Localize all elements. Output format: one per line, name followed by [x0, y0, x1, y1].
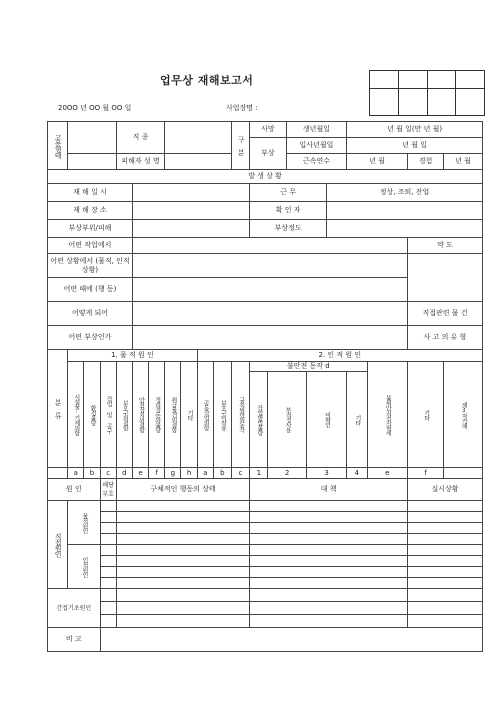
- code-human-2: 2: [268, 468, 306, 479]
- code-human-3: 3: [306, 468, 346, 479]
- job-type-input[interactable]: [68, 122, 117, 154]
- row-behavior[interactable]: [116, 602, 249, 615]
- row-implementation[interactable]: [407, 578, 482, 589]
- accident-date-value[interactable]: [132, 184, 249, 202]
- what-injury-value[interactable]: [132, 326, 407, 350]
- sketch-area[interactable]: [407, 254, 482, 302]
- code-e: e: [132, 468, 148, 479]
- remarks-value[interactable]: [100, 628, 482, 652]
- material-col-2: 작업 및 공구: [100, 362, 116, 468]
- injured-part-label: 부상부위/피해: [48, 220, 133, 238]
- misc-col-1: 기타: [407, 362, 443, 468]
- remarks-label: 비 고: [48, 628, 101, 652]
- row-implementation[interactable]: [407, 545, 482, 556]
- code-human-1: 1: [250, 468, 268, 479]
- row-implementation[interactable]: [407, 556, 482, 567]
- confirmer-value[interactable]: [327, 202, 483, 220]
- injury-degree-value[interactable]: [327, 220, 483, 238]
- material-col-3: 보호구의결함: [116, 362, 132, 468]
- row-code[interactable]: [100, 615, 116, 628]
- when-value[interactable]: [132, 278, 407, 302]
- row-code[interactable]: [100, 523, 116, 534]
- injury-label: 부상: [250, 138, 286, 170]
- human-col-1: 보호구미착용: [213, 362, 231, 468]
- row-behavior[interactable]: [116, 578, 249, 589]
- row-code[interactable]: [100, 512, 116, 523]
- row-implementation[interactable]: [407, 567, 482, 578]
- accident-type-label: 사 고 의 유 형: [407, 326, 482, 350]
- employment-type-label: 고용형태: [48, 122, 68, 170]
- experience-label: 경험: [407, 154, 443, 170]
- misc-col-2: 제3자가해: [444, 362, 483, 468]
- sketch-label: 약 도: [407, 238, 482, 254]
- material-cause-heading: 1. 물 적 원 인: [68, 350, 197, 362]
- behavior-header: 구체적인 행동의 상태: [116, 479, 249, 501]
- row-behavior[interactable]: [116, 567, 249, 578]
- human-col-2: 규칙위반의동작: [232, 362, 250, 468]
- tenure-label: 근속연수: [286, 154, 347, 170]
- accident-place-label: 재 해 장 소: [48, 202, 133, 220]
- material-col-1: 환경불량: [84, 362, 100, 468]
- hire-date-value[interactable]: 년 월 일: [347, 138, 483, 154]
- code-f: f: [149, 468, 165, 479]
- row-code[interactable]: [100, 534, 116, 545]
- row-code[interactable]: [100, 556, 116, 567]
- misc-col-0: 불위안치전자현세: [367, 362, 407, 468]
- material-cause-label: 물적원인: [68, 501, 100, 545]
- row-measure[interactable]: [250, 578, 408, 589]
- code-human-a: a: [197, 468, 213, 479]
- human-cause-label: 인적원인: [68, 545, 100, 589]
- direct-related-label: 직접관련 물 건: [407, 302, 482, 326]
- code-misc-blank: [444, 468, 483, 479]
- situation-value[interactable]: [132, 254, 407, 278]
- hire-date-label: 입사년월일: [286, 138, 347, 154]
- code-a: a: [68, 468, 84, 479]
- victim-name-label: 피해자 성 명: [116, 154, 165, 170]
- situation-label: 어떤 상황에서 (물적, 인적상황): [48, 254, 133, 278]
- implementation-header: 실시상황: [407, 479, 482, 501]
- row-measure[interactable]: [250, 534, 408, 545]
- accident-date-label: 재 해 일 시: [48, 184, 133, 202]
- human-col-3: 작업방법불량: [250, 372, 268, 468]
- category-label: 구 분: [232, 122, 250, 170]
- row-measure[interactable]: [250, 501, 408, 512]
- row-measure[interactable]: [250, 602, 408, 615]
- row-measure[interactable]: [250, 523, 408, 534]
- victim-name-value[interactable]: [165, 154, 232, 170]
- row-behavior[interactable]: [116, 615, 249, 628]
- row-implementation[interactable]: [407, 615, 482, 628]
- when-label: 어떤 때에 (행 동): [48, 278, 133, 302]
- code-h: h: [181, 468, 197, 479]
- site-name-label: 사업장명 :: [226, 104, 258, 112]
- victim-name-input[interactable]: [68, 154, 117, 170]
- injury-degree-label: 부상정도: [250, 220, 327, 238]
- code-human-c: c: [232, 468, 250, 479]
- material-col-5: 정리정돈의불량: [149, 362, 165, 468]
- row-code[interactable]: [100, 567, 116, 578]
- unsafe-action-heading: 불안전 동작 d: [250, 362, 367, 372]
- how-label: 어떻게 되어: [48, 302, 133, 326]
- human-col-4: 부적정사용: [268, 372, 306, 468]
- code-misc-f: f: [407, 468, 443, 479]
- row-measure[interactable]: [250, 615, 408, 628]
- row-code[interactable]: [100, 545, 116, 556]
- what-injury-label: 어떤 부상인가: [48, 326, 133, 350]
- code-g: g: [165, 468, 181, 479]
- row-measure[interactable]: [250, 589, 408, 602]
- material-col-0: 시설물·기계의함: [68, 362, 84, 468]
- accident-place-value[interactable]: [132, 202, 249, 220]
- code-d: d: [116, 468, 132, 479]
- human-col-5: 미확인: [306, 372, 346, 468]
- row-code[interactable]: [100, 602, 116, 615]
- how-value[interactable]: [132, 302, 407, 326]
- row-code[interactable]: [100, 589, 116, 602]
- code-header: 해당 부호: [100, 479, 116, 501]
- report-form: [47, 121, 483, 652]
- row-behavior[interactable]: [116, 501, 249, 512]
- row-behavior[interactable]: [116, 534, 249, 545]
- code-row-blank: [48, 468, 68, 479]
- duty-value[interactable]: 정상, 조퇴, 잔업: [327, 184, 483, 202]
- row-implementation[interactable]: [407, 512, 482, 523]
- row-implementation[interactable]: [407, 534, 482, 545]
- measure-header: 대 책: [250, 479, 408, 501]
- what-work-label: 어떤 작업에서: [48, 238, 133, 254]
- report-date: 20OO 년 OO 월 OO 일: [58, 104, 132, 112]
- row-measure[interactable]: [250, 567, 408, 578]
- code-b: b: [84, 468, 100, 479]
- human-col-0: 공동작업의함: [197, 362, 213, 468]
- birth-value[interactable]: 년 월 일(만 년 월): [347, 122, 483, 138]
- approval-box: [369, 70, 485, 116]
- code-c: c: [100, 468, 116, 479]
- occurrence-heading: 발 생 상 황: [48, 170, 483, 184]
- row-code[interactable]: [100, 501, 116, 512]
- what-work-value[interactable]: [132, 238, 407, 254]
- row-measure[interactable]: [250, 556, 408, 567]
- job-type-value[interactable]: [165, 122, 232, 154]
- cause-header: 원 인: [48, 479, 101, 501]
- row-behavior[interactable]: [116, 512, 249, 523]
- job-type-label: 직 종: [116, 122, 165, 154]
- birth-label: 생년월일: [286, 122, 347, 138]
- experience-value[interactable]: 년 월: [444, 154, 483, 170]
- injured-part-value[interactable]: [132, 220, 249, 238]
- classification-label: 분 류: [48, 350, 68, 468]
- row-implementation[interactable]: [407, 589, 482, 602]
- material-col-6: 취급물건의결함: [165, 362, 181, 468]
- indirect-cause-label: 간접기초원인: [48, 589, 101, 628]
- death-label: 사망: [250, 122, 286, 138]
- row-behavior[interactable]: [116, 589, 249, 602]
- row-code[interactable]: [100, 578, 116, 589]
- tenure-value[interactable]: 년 월: [347, 154, 408, 170]
- row-measure[interactable]: [250, 512, 408, 523]
- row-implementation[interactable]: [407, 602, 482, 615]
- row-implementation[interactable]: [407, 501, 482, 512]
- row-implementation[interactable]: [407, 523, 482, 534]
- material-col-7: 기타: [181, 362, 197, 468]
- duty-label: 근 무: [250, 184, 327, 202]
- code-human-4: 4: [347, 468, 367, 479]
- row-measure[interactable]: [250, 545, 408, 556]
- direct-cause-label: 직접원인: [48, 501, 68, 589]
- material-col-4: 안전장치의결함: [132, 362, 148, 468]
- human-cause-heading: 2. 인 적 원 인: [197, 350, 482, 362]
- human-col-6: 기타: [347, 372, 367, 468]
- code-misc-e: e: [367, 468, 407, 479]
- row-behavior[interactable]: [116, 523, 249, 534]
- row-behavior[interactable]: [116, 545, 249, 556]
- confirmer-label: 확 인 자: [250, 202, 327, 220]
- code-human-b: b: [213, 468, 231, 479]
- report-title: 업무상 재해보고서: [160, 74, 254, 87]
- row-behavior[interactable]: [116, 556, 249, 567]
